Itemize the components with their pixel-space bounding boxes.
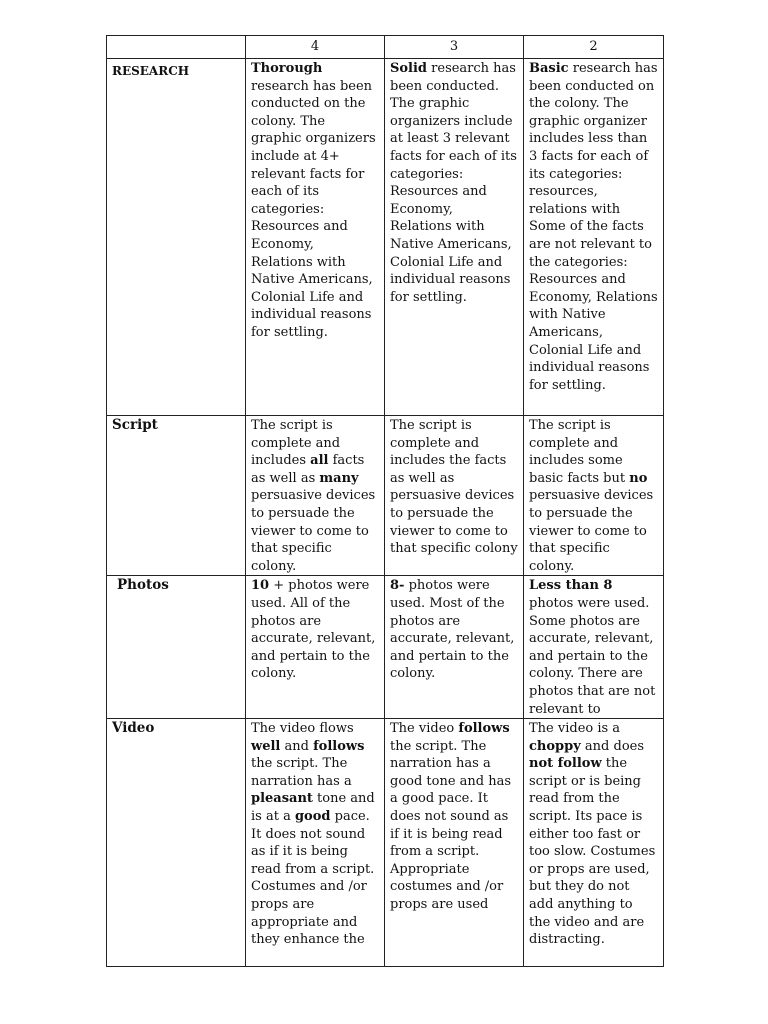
rubric-cell: [385, 719, 524, 967]
rubric-cell: [524, 416, 664, 576]
emphasis-text: all: [310, 453, 329, 469]
emphasis-text: Basic: [529, 61, 569, 76]
rubric-cell: [524, 719, 664, 967]
emphasis-text: pleasant: [251, 791, 313, 807]
header-cell-empty: [107, 36, 246, 59]
header-cell-score-2: 2: [524, 36, 664, 59]
cell-text: and: [280, 738, 314, 754]
emphasis-text: Solid: [390, 61, 428, 76]
header-row: [107, 36, 664, 59]
cell-text: facts as well as: [251, 453, 365, 486]
emphasis-text: follows: [313, 738, 365, 754]
rubric-cell: [385, 416, 524, 576]
emphasis-text: follows: [458, 721, 510, 737]
cell-text: pace. It does not sound as if it is being read from a script. Costumes and /or props are appropriate and they enhance the: [251, 809, 375, 948]
cell-text: The script is complete and includes: [251, 418, 341, 469]
rubric-cell: [524, 576, 664, 719]
table-row-video: [107, 719, 664, 967]
cell-text: photos were used. Some photos are accurate, relevant, and pertain to the colony. There are photos that are not relevant to: [529, 595, 656, 717]
row-label-video: Video: [107, 719, 246, 967]
cell-text: the script. The narration has a good tone and has a good pace. It does not sound as if it is being read from a script. Appropriate costumes and /or props are used: [390, 738, 512, 913]
emphasis-text: no: [629, 470, 648, 486]
cell-text: the script or is being read from the script. Its pace is either too fast or too slow. Costumes or props are used, but they do not add anything to the video and are distracting.: [529, 756, 656, 948]
emphasis-text: well: [251, 738, 281, 754]
rubric-cell: [246, 59, 385, 416]
cell-text: the script. The narration has a: [251, 756, 352, 789]
row-label-research: RESEARCH: [107, 59, 246, 416]
table-row-photos: [107, 576, 664, 719]
cell-text: research has been conducted on the colony. The graphic organizer includes less than 3 facts for each of its categories: resources, relations with Some of the facts are not relevant to the categories: Resources and Economy, Relations with Native Americans, Colonial Life and individual reasons for settling.: [529, 61, 658, 393]
cell-text: The video flows: [251, 721, 354, 737]
cell-text: research has been conducted on the colony. The graphic organizers include at 4+ relevant facts for each of its categories: Resources and Economy, Relations with Native Americans, Colonial Life and individual reasons for settling.: [251, 78, 376, 340]
cell-text: research has been conducted. The graphic organizers include at least 3 relevant facts for each of its categories: Resources and Economy, Relations with Native Americans, Colonial Life and individual reasons for settling.: [390, 61, 517, 305]
cell-text: persuasive devices to persuade the viewer to come to that specific colony.: [251, 488, 376, 574]
cell-text: + photos were used. All of the photos are accurate, relevant, and pertain to the colony.: [251, 578, 376, 682]
rubric-cell: [524, 59, 664, 416]
cell-text: The video is a: [529, 721, 621, 737]
emphasis-text: 8-: [390, 578, 405, 594]
cell-text: photos were used. Most of the photos are accurate, relevant, and pertain to the colony.: [390, 578, 515, 682]
header-cell-score-3: 3: [385, 36, 524, 59]
emphasis-text: Less than 8: [529, 578, 613, 594]
cell-text: and does: [580, 738, 645, 754]
emphasis-text: Thorough: [251, 61, 323, 76]
row-label-script: Script: [107, 416, 246, 576]
rubric-cell: [246, 719, 385, 967]
table-row-script: [107, 416, 664, 576]
cell-text: tone and is at a: [251, 791, 375, 825]
rubric-cell: [246, 416, 385, 576]
row-label-photos: Photos: [107, 576, 246, 719]
table-row-research: [107, 59, 664, 416]
emphasis-text: choppy: [529, 738, 581, 754]
cell-text: persuasive devices to persuade the viewer to come to that specific colony.: [529, 488, 654, 574]
emphasis-text: good: [294, 809, 331, 825]
rubric-table: [106, 35, 664, 967]
header-cell-score-4: 4: [246, 36, 385, 59]
emphasis-text: not follow: [529, 756, 602, 772]
rubric-cell: [385, 576, 524, 719]
rubric-cell: [385, 59, 524, 416]
cell-text: The script is complete and includes some basic facts but: [529, 418, 630, 486]
emphasis-text: many: [319, 470, 359, 486]
cell-text: The script is complete and includes the facts as well as persuasive devices to persuade the viewer to come to that specific colony: [390, 418, 518, 557]
emphasis-text: 10: [251, 578, 270, 594]
rubric-cell: [246, 576, 385, 719]
cell-text: The video: [390, 721, 459, 737]
